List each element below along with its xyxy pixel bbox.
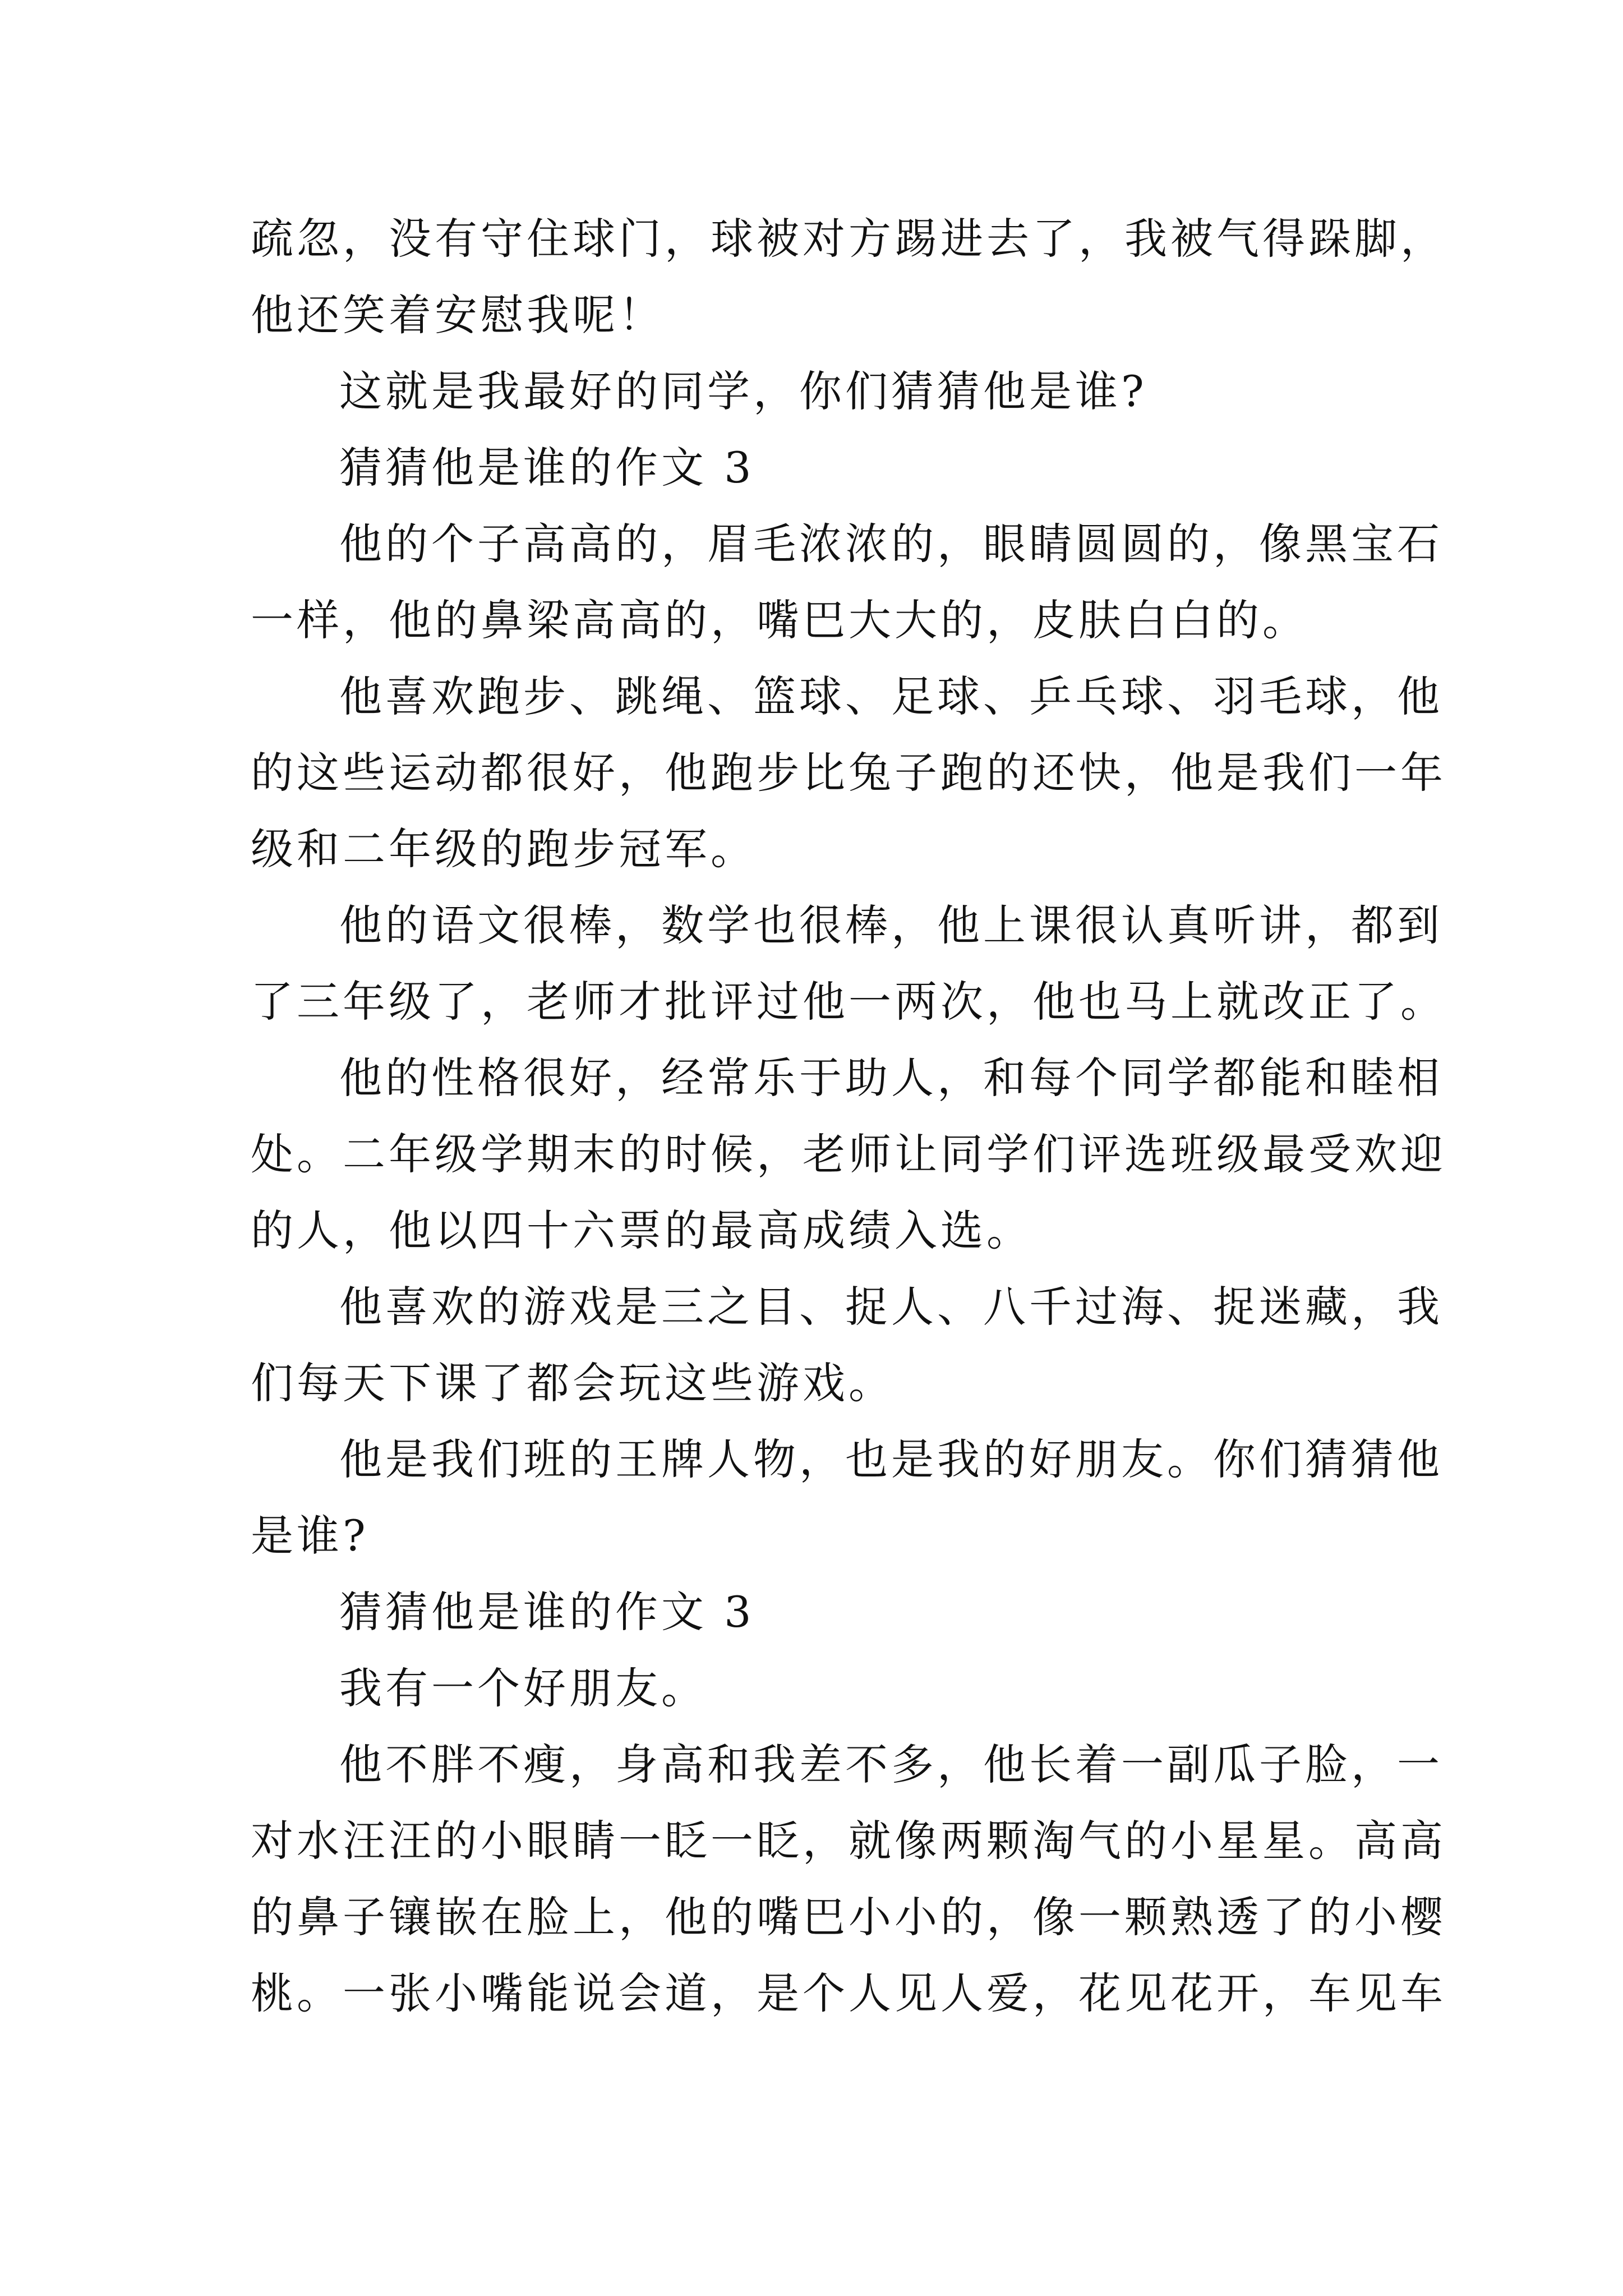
text-line: 他是我们班的王牌人物，也是我的好朋友。你们猜猜他 [339, 1434, 1443, 1484]
paragraph [251, 659, 1446, 887]
paragraph [251, 353, 1400, 430]
paragraph [251, 506, 1443, 659]
text-line: 是谁? [251, 1511, 369, 1561]
text-line: 他不胖不瘦，身高和我差不多，他长着一副瓜子脸，一 [339, 1740, 1443, 1789]
text-line: 这就是我最好的同学，你们猜猜他是谁? [339, 366, 1147, 416]
paragraph [251, 1421, 1443, 1574]
paragraph [251, 1269, 1443, 1421]
text-line: 他喜欢跑步、跳绳、篮球、足球、乒乓球、羽毛球，他 [339, 671, 1443, 721]
text-line: 一样，他的鼻梁高高的，嘴巴大大的，皮肤白白的。 [251, 595, 1308, 645]
text-line: 他喜欢的游戏是三之目、捉人、八千过海、捉迷藏，我 [339, 1282, 1443, 1332]
paragraph [251, 1650, 1400, 1727]
text-line: 我有一个好朋友。 [339, 1663, 707, 1713]
text-line: 他的性格很好，经常乐于助人，和每个同学都能和睦相 [339, 1053, 1443, 1103]
text-line: 他的个子高高的，眉毛浓浓的，眼睛圆圆的，像黑宝石 [339, 519, 1443, 569]
text-line: 他还笑着安慰我呢！ [251, 290, 665, 340]
paragraph [251, 1040, 1446, 1269]
paragraph [251, 1574, 1400, 1650]
text-line: 猜猜他是谁的作文 3 [339, 1587, 755, 1637]
text-line: 的人，他以四十六票的最高成绩入选。 [251, 1205, 1032, 1255]
paragraph [251, 201, 1446, 353]
text-line: 猜猜他是谁的作文 3 [339, 443, 755, 493]
text-line: 了三年级了，老师才批评过他一两次，他也马上就改正了。 [251, 977, 1446, 1027]
paragraph [251, 430, 1400, 506]
paragraph [251, 1727, 1446, 2032]
text-line: 级和二年级的跑步冠军。 [251, 824, 757, 874]
essay-body [251, 201, 1446, 2032]
text-line: 他的语文很棒，数学也很棒，他上课很认真听讲，都到 [339, 900, 1443, 950]
text-line: 对水汪汪的小眼睛一眨一眨，就像两颗淘气的小星星。高高 [251, 1816, 1446, 1866]
text-line: 的这些运动都很好，他跑步比兔子跑的还快，他是我们一年 [251, 748, 1446, 798]
text-line: 的鼻子镶嵌在脸上，他的嘴巴小小的，像一颗熟透了的小樱 [251, 1892, 1446, 1942]
text-line: 们每天下课了都会玩这些游戏。 [251, 1358, 895, 1408]
text-line: 疏忽，没有守住球门，球被对方踢进去了，我被气得跺脚， [251, 214, 1446, 264]
paragraph [251, 887, 1446, 1040]
text-line: 处。二年级学期末的时候，老师让同学们评选班级最受欢迎 [251, 1129, 1446, 1179]
text-line: 桃。一张小嘴能说会道，是个人见人爱，花见花开，车见车 [251, 1968, 1446, 2018]
